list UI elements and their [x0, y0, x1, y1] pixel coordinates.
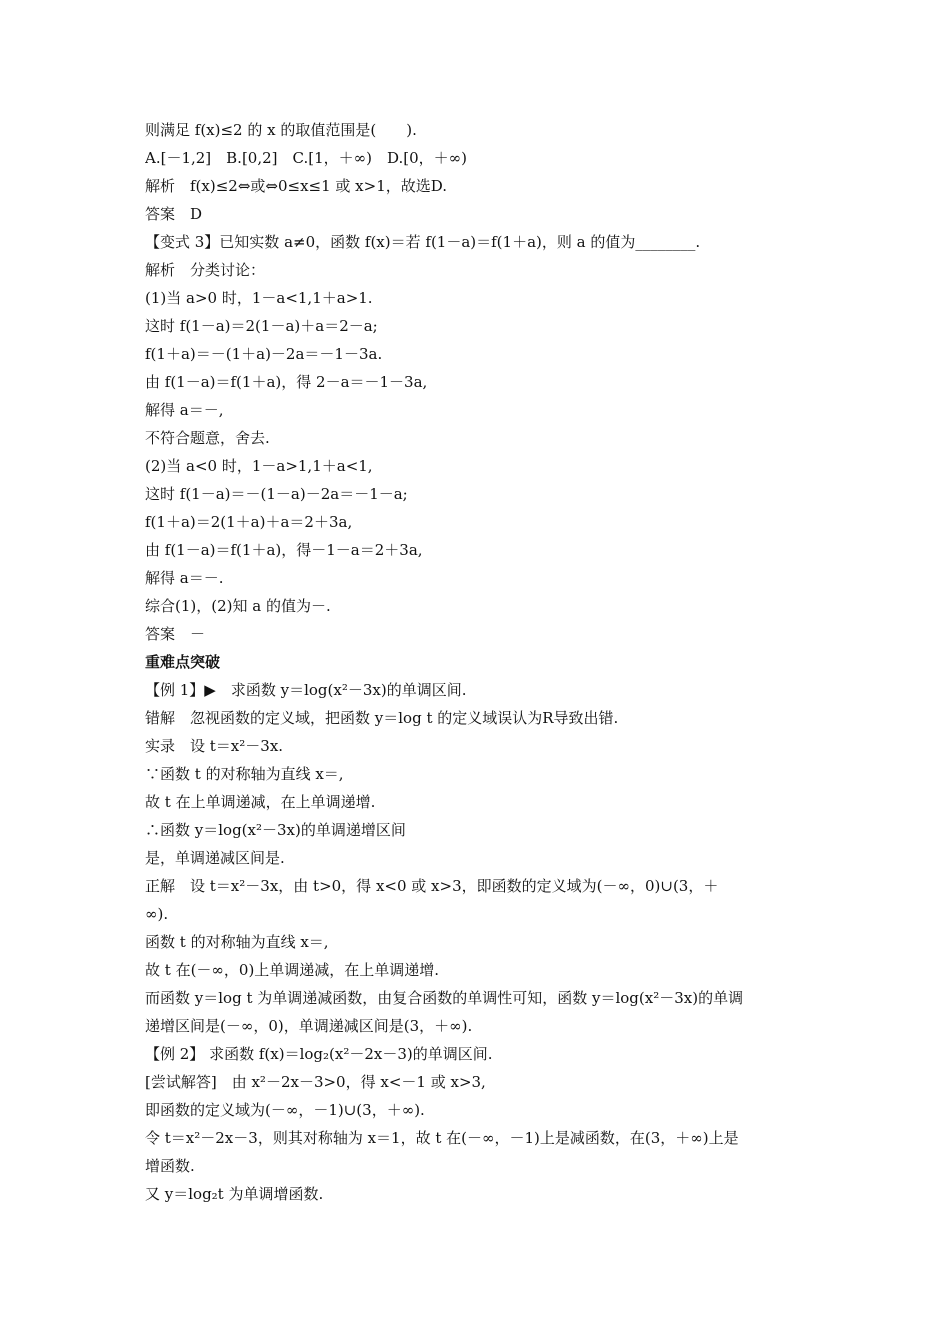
text-line: 这时 f(1－a)＝2(1－a)＋a＝2－a; — [145, 317, 378, 335]
text-line: 即函数的定义域为(－∞，－1)∪(3，＋∞). — [145, 1101, 425, 1119]
text-line: 令 t＝x²－2x－3，则其对称轴为 x＝1，故 t 在(－∞，－1)上是减函数，在(3，＋∞)上是 — [145, 1129, 739, 1147]
example-heading: 【例 1】▶ 求函数 y＝log(x²－3x)的单调区间. — [145, 681, 467, 699]
text-line: (2)当 a<0 时，1－a>1,1＋a<1, — [145, 457, 373, 475]
text-line: 解得 a＝－, — [145, 401, 224, 419]
text-line: 而函数 y＝log t 为单调递减函数，由复合函数的单调性可知，函数 y＝log(x²－3x)的单调 — [145, 989, 744, 1007]
text-line: 又 y＝log₂t 为单调增函数. — [145, 1185, 324, 1203]
text-line: 则满足 f(x)≤2 的 x 的取值范围是( ). — [145, 121, 417, 139]
text-line: 正解 设 t＝x²－3x，由 t>0，得 x<0 或 x>3，即函数的定义域为(－∞，0)∪(3，＋ — [145, 877, 719, 895]
text-line: ∴函数 y＝log(x²－3x)的单调递增区间 — [145, 821, 406, 839]
section-heading: 重难点突破 — [145, 653, 221, 671]
text-line: 增函数. — [145, 1157, 195, 1175]
text-line: 综合(1)，(2)知 a 的值为－. — [145, 597, 331, 615]
text-line: 解得 a＝－. — [145, 569, 224, 587]
text-line: f(1＋a)＝－(1＋a)－2a＝－1－3a. — [145, 345, 383, 363]
text-line: ∵函数 t 的对称轴为直线 x＝, — [145, 765, 344, 783]
text-line: [尝试解答] 由 x²－2x－3>0，得 x<－1 或 x>3, — [145, 1073, 486, 1091]
answer-options: A.[－1,2] B.[0,2] C.[1，＋∞) D.[0，＋∞) — [145, 149, 467, 167]
text-line: 函数 t 的对称轴为直线 x＝, — [145, 933, 329, 951]
text-line: 由 f(1－a)＝f(1＋a)，得－1－a＝2＋3a, — [145, 541, 423, 559]
text-line: 故 t 在上单调递减，在上单调递增. — [145, 793, 376, 811]
text-line: 实录 设 t＝x²－3x. — [145, 737, 284, 755]
text-line: 故 t 在(－∞，0)上单调递减，在上单调递增. — [145, 961, 440, 979]
text-line: ∞). — [145, 905, 169, 923]
text-line: 这时 f(1－a)＝－(1－a)－2a＝－1－a; — [145, 485, 408, 503]
text-line: f(1＋a)＝2(1＋a)＋a＝2＋3a, — [145, 513, 353, 531]
text-line: 由 f(1－a)＝f(1＋a)，得 2－a＝－1－3a, — [145, 373, 428, 391]
text-line: 错解 忽视函数的定义域，把函数 y＝log t 的定义域误认为R导致出错. — [145, 709, 619, 727]
text-line: 是，单调递减区间是. — [145, 849, 285, 867]
answer-line: 答案 － — [145, 625, 206, 643]
example-heading: 【例 2】 求函数 f(x)＝log₂(x²－2x－3)的单调区间. — [145, 1045, 493, 1063]
text-line: 解析 f(x)≤2⇔或⇔0≤x≤1 或 x>1，故选D. — [145, 177, 448, 195]
text-line: 不符合题意，舍去. — [145, 429, 270, 447]
text-line: 解析 分类讨论： — [145, 261, 266, 279]
exercise-heading: 【变式 3】已知实数 a≠0，函数 f(x)＝若 f(1－a)＝f(1＋a)，则 a 的值为________. — [145, 233, 701, 251]
text-line: (1)当 a>0 时，1－a<1,1＋a>1. — [145, 289, 373, 307]
text-line: 递增区间是(－∞，0)，单调递减区间是(3，＋∞). — [145, 1017, 473, 1035]
answer-line: 答案 D — [145, 205, 203, 223]
